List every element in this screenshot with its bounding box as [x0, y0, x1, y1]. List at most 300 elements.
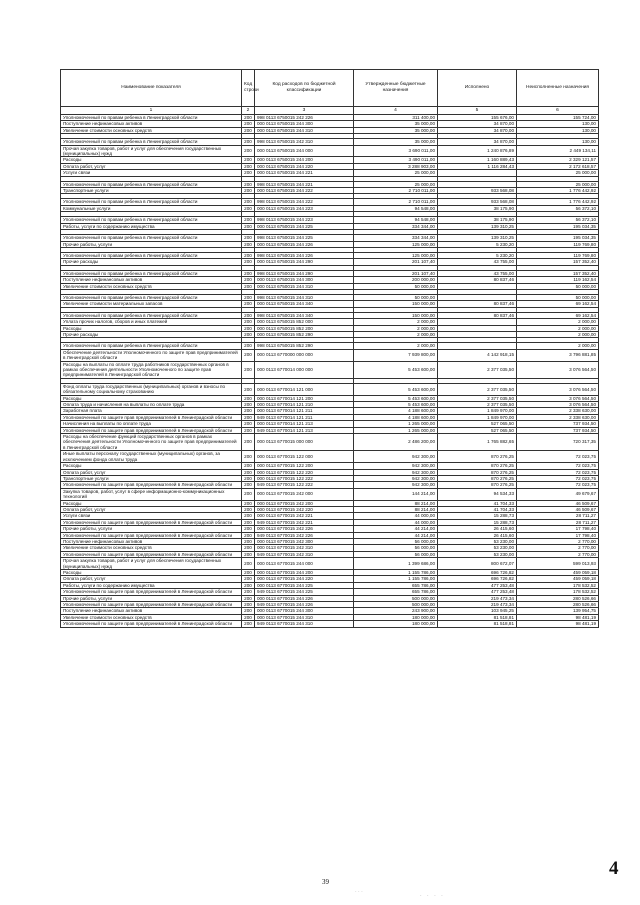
row-name-cell: Уполномоченный по правам ребенка в Ленинградской области	[61, 252, 242, 258]
row-approved-cell: 942 300,00	[354, 469, 438, 475]
row-code-cell: 200	[242, 241, 255, 247]
column-number: 1	[61, 107, 242, 115]
table-row	[61, 621, 599, 627]
row-name-cell: Уполномоченный по защите прав предпринимателей в Ленинградской области	[61, 551, 242, 557]
row-approved-cell: 44 214,00	[354, 532, 438, 538]
row-budget-code-cell: 998 0113 6750015 244 226	[255, 252, 354, 258]
row-approved-cell: 180 000,00	[354, 614, 438, 620]
row-unexecuted-cell: 157 352,40	[517, 259, 599, 265]
row-unexecuted-cell: 72 023,75	[517, 463, 599, 469]
row-unexecuted-cell: 2 329 121,57	[517, 157, 599, 163]
row-approved-cell: 44 000,00	[354, 519, 438, 525]
row-approved-cell: 2 000,00	[354, 331, 438, 337]
row-code-cell: 200	[242, 408, 255, 414]
row-name-cell: Уполномоченный по защите прав предпринимателей в Ленинградской области	[61, 589, 242, 595]
row-name-cell: Поступление нефинансовых активов	[61, 121, 242, 127]
row-unexecuted-cell: 2 770,00	[517, 538, 599, 544]
row-code-cell: 200	[242, 475, 255, 481]
row-budget-code-cell: 949 0113 6770015 122 222	[255, 482, 354, 488]
row-unexecuted-cell: 28 711,27	[517, 513, 599, 519]
row-name-cell: Обеспечение деятельности Уполномоченного по защите прав предпринимателей в Ленинградской области	[61, 349, 242, 361]
budget-execution-table	[60, 69, 599, 628]
row-unexecuted-cell: 155 724,00	[517, 115, 599, 121]
row-executed-cell: 1 160 889,43	[438, 157, 517, 163]
row-unexecuted-cell: 280 526,66	[517, 602, 599, 608]
row-name-cell: Уполномоченный по правам ребенка в Ленинградской области	[61, 199, 242, 205]
row-executed-cell: 2 377 035,50	[438, 361, 517, 378]
row-code-cell: 200	[242, 157, 255, 163]
header-name: Наименование показателя	[61, 70, 242, 107]
row-executed-cell: 800 672,07	[438, 558, 517, 570]
row-name-cell: Уполномоченный по правам ребенка в Ленинградской области	[61, 270, 242, 276]
row-unexecuted-cell: 72 023,75	[517, 475, 599, 481]
row-name-cell: Поступление нефинансовых активов	[61, 608, 242, 614]
row-name-cell: Уполномоченный по правам ребенка в Ленинградской области	[61, 312, 242, 318]
row-code-cell: 200	[242, 538, 255, 544]
row-unexecuted-cell: 72 023,75	[517, 469, 599, 475]
row-unexecuted-cell: 459 059,18	[517, 576, 599, 582]
row-budget-code-cell: 000 0113 6770015 242 000	[255, 488, 354, 500]
row-unexecuted-cell: 3 076 564,50	[517, 383, 599, 395]
row-name-cell: Прочие расходы	[61, 331, 242, 337]
row-budget-code-cell: 998 0113 6750015 244 290	[255, 270, 354, 276]
row-unexecuted-cell: 599 013,93	[517, 558, 599, 570]
row-approved-cell: 2 710 011,00	[354, 188, 438, 194]
row-unexecuted-cell: 17 798,40	[517, 532, 599, 538]
row-code-cell: 200	[242, 188, 255, 194]
row-unexecuted-cell: 195 034,35	[517, 223, 599, 229]
row-executed-cell: 219 473,34	[438, 602, 517, 608]
row-approved-cell: 3 490 011,00	[354, 157, 438, 163]
row-code-cell: 200	[242, 319, 255, 325]
row-approved-cell: 2 710 011,00	[354, 199, 438, 205]
row-code-cell: 200	[242, 488, 255, 500]
page-number: 39	[322, 878, 329, 886]
column-number: 6	[517, 107, 599, 115]
row-code-cell: 200	[242, 506, 255, 512]
row-unexecuted-cell: 119 769,80	[517, 241, 599, 247]
row-budget-code-cell: 000 0113 6770015 244 310	[255, 614, 354, 620]
row-budget-code-cell: 000 0113 6770000 000 000	[255, 349, 354, 361]
row-code-cell: 200	[242, 545, 255, 551]
row-unexecuted-cell: 1 776 442,92	[517, 199, 599, 205]
row-unexecuted-cell: 139 954,75	[517, 608, 599, 614]
row-name-cell: Начисления на выплаты по оплате труда	[61, 421, 242, 427]
row-code-cell: 200	[242, 383, 255, 395]
row-name-cell: Уполномоченный по правам ребенка в Ленинградской области	[61, 235, 242, 241]
row-executed-cell: 2 377 035,50	[438, 383, 517, 395]
row-approved-cell: 44 214,00	[354, 526, 438, 532]
row-approved-cell: 942 300,00	[354, 482, 438, 488]
row-unexecuted-cell: 2 172 618,57	[517, 163, 599, 169]
row-name-cell: Расходы	[61, 157, 242, 163]
row-name-cell: Транспортные услуги	[61, 188, 242, 194]
row-name-cell: Прочие расходы	[61, 259, 242, 265]
scan-artifact: · · · ·	[420, 893, 445, 899]
row-unexecuted-cell: 98 481,19	[517, 621, 599, 627]
header-executed: Исполнено	[438, 70, 517, 107]
row-approved-cell: 334 344,00	[354, 235, 438, 241]
row-approved-cell: 1 265 000,00	[354, 421, 438, 427]
row-unexecuted-cell: 2 338 630,00	[517, 414, 599, 420]
row-name-cell: Оплата труда и начисления на выплаты по оплате труда	[61, 402, 242, 408]
table-row	[61, 451, 599, 463]
row-unexecuted-cell: 2 770,00	[517, 551, 599, 557]
row-code-cell: 200	[242, 500, 255, 506]
row-code-cell: 200	[242, 621, 255, 627]
row-name-cell: Расходы	[61, 500, 242, 506]
row-name-cell: Услуги связи	[61, 513, 242, 519]
row-code-cell: 200	[242, 434, 255, 451]
row-budget-code-cell: 000 0113 6770015 244 225	[255, 582, 354, 588]
row-unexecuted-cell: 3 076 564,50	[517, 361, 599, 378]
row-executed-cell: 1 849 970,00	[438, 408, 517, 414]
row-budget-code-cell: 998 0113 6750015 244 222	[255, 199, 354, 205]
row-name-cell: Прочая закупка товаров, работ и услуг для обеспечения государственных (муниципальных) нужд	[61, 145, 242, 157]
row-executed-cell: 1 849 970,00	[438, 414, 517, 420]
row-approved-cell: 144 214,00	[354, 488, 438, 500]
corner-page-mark: 4	[609, 858, 619, 879]
row-unexecuted-cell: 119 162,54	[517, 277, 599, 283]
row-budget-code-cell: 998 0113 6750015 852 290	[255, 343, 354, 349]
row-name-cell: Увеличение стоимости материальных запасов	[61, 301, 242, 307]
row-approved-cell: 3 288 903,00	[354, 163, 438, 169]
row-name-cell: Иные выплаты персоналу государственных (муниципальных) органов, за исключением фонда оплаты труда	[61, 451, 242, 463]
row-approved-cell: 56 000,00	[354, 538, 438, 544]
row-approved-cell: 94 548,00	[354, 217, 438, 223]
row-approved-cell: 201 107,40	[354, 270, 438, 276]
row-budget-code-cell: 000 0113 6770015 000 000	[255, 434, 354, 451]
row-code-cell: 200	[242, 427, 255, 433]
row-budget-code-cell: 000 0113 6770015 244 220	[255, 576, 354, 582]
row-approved-cell: 7 939 800,00	[354, 349, 438, 361]
row-executed-cell: 696 726,82	[438, 570, 517, 576]
row-approved-cell: 243 900,00	[354, 608, 438, 614]
row-code-cell: 200	[242, 325, 255, 331]
row-unexecuted-cell: 178 532,52	[517, 589, 599, 595]
row-approved-cell: 2 000,00	[354, 325, 438, 331]
row-unexecuted-cell: 72 023,75	[517, 482, 599, 488]
row-executed-cell: 219 473,34	[438, 595, 517, 601]
row-name-cell: Оплата работ, услуг	[61, 163, 242, 169]
row-unexecuted-cell: 737 934,50	[517, 427, 599, 433]
row-name-cell: Увеличение стоимости основных средств	[61, 614, 242, 620]
row-code-cell: 200	[242, 217, 255, 223]
row-executed-cell: 34 870,00	[438, 121, 517, 127]
row-code-cell: 200	[242, 301, 255, 307]
table-row	[61, 434, 599, 451]
row-executed-cell: 81 518,81	[438, 621, 517, 627]
row-approved-cell: 1 399 686,00	[354, 558, 438, 570]
row-code-cell: 200	[242, 451, 255, 463]
row-executed-cell: 527 065,50	[438, 427, 517, 433]
row-code-cell: 200	[242, 199, 255, 205]
row-executed-cell: 38 175,90	[438, 205, 517, 211]
row-approved-cell: 3 690 011,00	[354, 145, 438, 157]
row-budget-code-cell: 000 0113 6770015 242 310	[255, 545, 354, 551]
row-unexecuted-cell: 3 076 564,50	[517, 395, 599, 401]
row-budget-code-cell: 000 0113 6750015 244 000	[255, 145, 354, 157]
row-unexecuted-cell: 737 934,50	[517, 421, 599, 427]
row-code-cell: 200	[242, 602, 255, 608]
row-code-cell: 200	[242, 223, 255, 229]
row-approved-cell: 942 300,00	[354, 463, 438, 469]
row-unexecuted-cell: 25 000,00	[517, 170, 599, 176]
row-budget-code-cell: 000 0113 6750015 244 310	[255, 283, 354, 289]
row-budget-code-cell: 000 0113 6750015 852 000	[255, 319, 354, 325]
row-executed-cell: 933 568,08	[438, 188, 517, 194]
row-unexecuted-cell: 69 162,54	[517, 312, 599, 318]
row-executed-cell: 2 377 035,50	[438, 402, 517, 408]
header-budget-code: Код расходов по бюджетной классификации	[255, 70, 354, 107]
row-name-cell: Уполномоченный по правам ребенка в Ленинградской области	[61, 115, 242, 121]
row-name-cell: Коммунальные услуги	[61, 205, 242, 211]
row-name-cell: Поступление нефинансовых активов	[61, 277, 242, 283]
row-unexecuted-cell: 130,00	[517, 127, 599, 133]
row-name-cell: Оплата работ, услуг	[61, 469, 242, 475]
row-unexecuted-cell: 17 798,40	[517, 526, 599, 532]
row-code-cell: 200	[242, 277, 255, 283]
row-executed-cell: 15 288,73	[438, 519, 517, 525]
row-approved-cell: 4 188 600,00	[354, 408, 438, 414]
row-code-cell: 200	[242, 402, 255, 408]
row-executed-cell: 38 175,90	[438, 217, 517, 223]
row-budget-code-cell: 000 0113 6750015 244 290	[255, 259, 354, 265]
row-executed-cell: 139 310,25	[438, 235, 517, 241]
row-code-cell: 200	[242, 139, 255, 145]
row-budget-code-cell: 000 0113 6750015 244 340	[255, 301, 354, 307]
row-code-cell: 200	[242, 414, 255, 420]
table-row	[61, 488, 599, 500]
row-approved-cell: 56 000,00	[354, 551, 438, 557]
row-code-cell: 200	[242, 259, 255, 265]
row-executed-cell: 4 142 918,15	[438, 349, 517, 361]
row-budget-code-cell: 000 0113 6750015 244 300	[255, 277, 354, 283]
row-executed-cell: 933 568,08	[438, 199, 517, 205]
row-approved-cell: 94 548,00	[354, 205, 438, 211]
row-executed-cell: 34 870,00	[438, 127, 517, 133]
row-code-cell: 200	[242, 270, 255, 276]
row-budget-code-cell: 949 0113 6770015 244 226	[255, 602, 354, 608]
row-approved-cell: 1 155 786,00	[354, 576, 438, 582]
row-code-cell: 200	[242, 170, 255, 176]
row-approved-cell: 1 265 000,00	[354, 427, 438, 433]
row-name-cell: Уполномоченный по правам ребенка в Ленинградской области	[61, 294, 242, 300]
row-budget-code-cell: 000 0113 6770014 121 213	[255, 421, 354, 427]
row-name-cell: Работы, услуги по содержанию имущества	[61, 582, 242, 588]
row-unexecuted-cell: 130,00	[517, 139, 599, 145]
row-approved-cell: 35 000,00	[354, 121, 438, 127]
row-budget-code-cell: 000 0113 6750015 244 225	[255, 223, 354, 229]
row-executed-cell: 477 253,48	[438, 582, 517, 588]
row-approved-cell: 25 000,00	[354, 170, 438, 176]
row-unexecuted-cell: 3 076 564,50	[517, 402, 599, 408]
row-unexecuted-cell: 178 532,52	[517, 582, 599, 588]
row-unexecuted-cell: 72 023,75	[517, 451, 599, 463]
column-number: 5	[438, 107, 517, 115]
row-executed-cell: 155 676,00	[438, 115, 517, 121]
table-header-row	[61, 70, 599, 107]
row-approved-cell: 1 155 786,00	[354, 570, 438, 576]
row-code-cell: 200	[242, 361, 255, 378]
row-unexecuted-cell: 49 679,67	[517, 488, 599, 500]
row-name-cell: Уполномоченный по правам ребенка в Ленинградской области	[61, 139, 242, 145]
row-approved-cell: 2 000,00	[354, 319, 438, 325]
row-name-cell: Прочие работы, услуги	[61, 595, 242, 601]
row-name-cell: Уполномоченный по защите прав предпринимателей в Ленинградской области	[61, 519, 242, 525]
row-code-cell: 200	[242, 312, 255, 318]
row-approved-cell: 655 786,00	[354, 582, 438, 588]
table-row	[61, 145, 599, 157]
row-approved-cell: 2 486 200,00	[354, 434, 438, 451]
row-approved-cell: 5 453 600,00	[354, 402, 438, 408]
row-name-cell: Прочие работы, услуги	[61, 526, 242, 532]
row-approved-cell: 5 453 600,00	[354, 383, 438, 395]
row-approved-cell: 150 000,00	[354, 301, 438, 307]
row-budget-code-cell: 000 0113 6770015 122 222	[255, 475, 354, 481]
row-executed-cell: 527 065,50	[438, 421, 517, 427]
row-unexecuted-cell: 195 034,35	[517, 235, 599, 241]
row-name-cell: Закупка товаров, работ, услуг в сфере информационно-коммуникационных технологий	[61, 488, 242, 500]
row-name-cell: Увеличение стоимости основных средств	[61, 545, 242, 551]
row-code-cell: 200	[242, 127, 255, 133]
row-budget-code-cell: 000 0113 6770015 122 200	[255, 463, 354, 469]
row-budget-code-cell: 949 0113 6770015 242 221	[255, 519, 354, 525]
row-name-cell: Уполномоченный по защите прав предпринимателей в Ленинградской области	[61, 602, 242, 608]
row-approved-cell: 500 000,00	[354, 602, 438, 608]
column-numbers-row	[61, 107, 599, 115]
row-budget-code-cell: 000 0113 6770015 242 220	[255, 506, 354, 512]
row-executed-cell: 139 310,25	[438, 223, 517, 229]
row-unexecuted-cell: 2 000,00	[517, 319, 599, 325]
row-unexecuted-cell: 1 776 442,92	[517, 188, 599, 194]
row-code-cell: 200	[242, 205, 255, 211]
row-code-cell: 200	[242, 283, 255, 289]
row-executed-cell: 41 704,33	[438, 500, 517, 506]
row-name-cell: Услуги связи	[61, 170, 242, 176]
row-budget-code-cell: 998 0113 6750015 242 310	[255, 139, 354, 145]
row-approved-cell: 500 000,00	[354, 595, 438, 601]
table-row	[61, 383, 599, 395]
row-executed-cell: 80 837,46	[438, 312, 517, 318]
row-budget-code-cell: 949 0113 6770015 244 310	[255, 621, 354, 627]
row-name-cell: Оплата работ, услуг	[61, 506, 242, 512]
row-approved-cell: 201 107,40	[354, 259, 438, 265]
row-code-cell: 200	[242, 121, 255, 127]
row-unexecuted-cell: 130,00	[517, 121, 599, 127]
row-code-cell: 200	[242, 551, 255, 557]
row-budget-code-cell: 949 0113 6770015 242 310	[255, 551, 354, 557]
row-approved-cell: 2 000,00	[354, 343, 438, 349]
row-name-cell: Уполномоченный по правам ребенка в Ленинградской области	[61, 217, 242, 223]
row-code-cell: 200	[242, 115, 255, 121]
row-budget-code-cell: 000 0113 6750015 852 200	[255, 325, 354, 331]
row-code-cell: 200	[242, 595, 255, 601]
row-code-cell: 200	[242, 181, 255, 187]
row-code-cell: 200	[242, 614, 255, 620]
row-code-cell: 200	[242, 513, 255, 519]
row-budget-code-cell: 949 0113 6770014 121 213	[255, 427, 354, 433]
row-executed-cell: 80 837,46	[438, 301, 517, 307]
row-approved-cell: 50 000,00	[354, 283, 438, 289]
row-executed-cell: 43 755,00	[438, 270, 517, 276]
row-budget-code-cell: 000 0113 6770015 244 200	[255, 570, 354, 576]
row-budget-code-cell: 000 0113 6750015 244 220	[255, 163, 354, 169]
report-sheet	[60, 69, 598, 628]
row-name-cell: Расходы	[61, 325, 242, 331]
column-number: 4	[354, 107, 438, 115]
row-unexecuted-cell: 280 526,66	[517, 595, 599, 601]
row-name-cell: Уполномоченный по защите прав предпринимателей в Ленинградской области	[61, 482, 242, 488]
row-budget-code-cell: 998 0113 6750015 244 340	[255, 312, 354, 318]
row-approved-cell: 5 453 600,00	[354, 395, 438, 401]
row-unexecuted-cell: 25 000,00	[517, 181, 599, 187]
row-name-cell: Прочая закупка товаров, работ и услуг для обеспечения государственных (муниципальных) нужд	[61, 558, 242, 570]
row-approved-cell: 200 000,00	[354, 277, 438, 283]
row-name-cell: Расходы	[61, 570, 242, 576]
row-name-cell: Уполномоченный по правам ребенка в Ленинградской области	[61, 181, 242, 187]
row-executed-cell: 26 415,60	[438, 532, 517, 538]
row-unexecuted-cell: 98 481,19	[517, 614, 599, 620]
table-row	[61, 361, 599, 378]
row-executed-cell: 870 276,25	[438, 463, 517, 469]
row-name-cell: Расходы	[61, 463, 242, 469]
row-code-cell: 200	[242, 532, 255, 538]
row-unexecuted-cell: 119 769,80	[517, 252, 599, 258]
row-executed-cell: 53 230,00	[438, 538, 517, 544]
row-unexecuted-cell: 56 372,10	[517, 205, 599, 211]
row-code-cell: 200	[242, 421, 255, 427]
row-unexecuted-cell: 3 796 881,85	[517, 349, 599, 361]
row-budget-code-cell: 000 0113 6770014 121 210	[255, 402, 354, 408]
row-budget-code-cell: 998 0113 6750015 244 223	[255, 217, 354, 223]
row-budget-code-cell: 000 0113 6770015 244 000	[255, 558, 354, 570]
row-budget-code-cell: 000 0113 6770014 121 200	[255, 395, 354, 401]
row-budget-code-cell: 000 0113 6750015 244 300	[255, 121, 354, 127]
row-code-cell: 200	[242, 343, 255, 349]
row-executed-cell: 870 276,25	[438, 451, 517, 463]
table-body	[61, 115, 599, 628]
row-unexecuted-cell: 28 711,27	[517, 519, 599, 525]
row-budget-code-cell: 000 0113 6750015 244 222	[255, 188, 354, 194]
row-code-cell: 200	[242, 163, 255, 169]
row-code-cell: 200	[242, 252, 255, 258]
row-executed-cell: 477 253,48	[438, 589, 517, 595]
row-unexecuted-cell: 2 449 134,11	[517, 145, 599, 157]
row-executed-cell: 870 276,25	[438, 475, 517, 481]
row-approved-cell: 50 000,00	[354, 294, 438, 300]
row-name-cell: Расходы на обеспечение функций государственных органов в рамках обеспечения деятельности Уполномоченного по защите прав предпринимателей в Ленинградской области	[61, 434, 242, 451]
row-code-cell: 200	[242, 608, 255, 614]
row-budget-code-cell: 000 0113 6770014 121 000	[255, 383, 354, 395]
row-unexecuted-cell: 46 509,67	[517, 506, 599, 512]
row-unexecuted-cell: 2 770,00	[517, 545, 599, 551]
row-unexecuted-cell: 46 509,67	[517, 500, 599, 506]
row-approved-cell: 44 000,00	[354, 513, 438, 519]
row-budget-code-cell: 998 0113 6750015 244 310	[255, 294, 354, 300]
row-executed-cell: 1 240 876,89	[438, 145, 517, 157]
row-code-cell: 200	[242, 331, 255, 337]
row-name-cell: Оплата работ, услуг	[61, 576, 242, 582]
row-unexecuted-cell: 2 000,00	[517, 343, 599, 349]
row-name-cell: Уполномоченный по защите прав предпринимателей в Ленинградской области	[61, 621, 242, 627]
row-approved-cell: 125 000,00	[354, 241, 438, 247]
row-name-cell: Уполномоченный по защите прав предпринимателей в Ленинградской области	[61, 427, 242, 433]
row-executed-cell: 41 704,33	[438, 506, 517, 512]
row-approved-cell: 56 000,00	[354, 545, 438, 551]
row-name-cell: Расходы на выплаты по оплате труда работников государственных органов в рамках обеспечения деятельности Уполномоченного по защите прав предпринимателей в Ленинградской области	[61, 361, 242, 378]
row-approved-cell: 655 786,00	[354, 589, 438, 595]
